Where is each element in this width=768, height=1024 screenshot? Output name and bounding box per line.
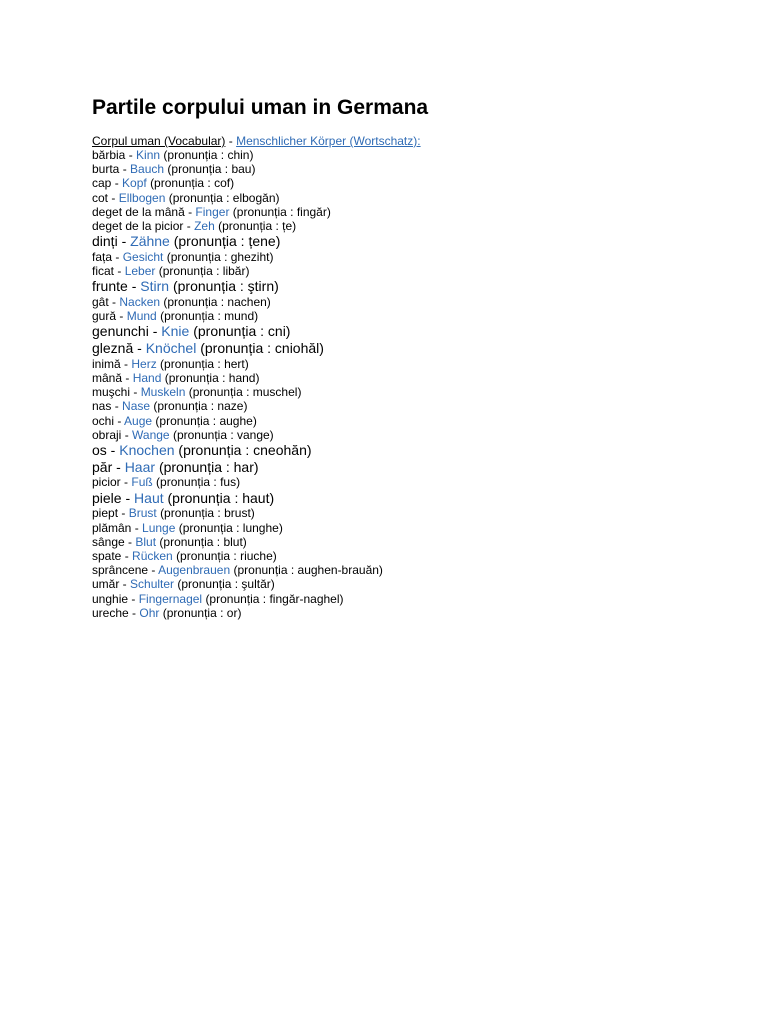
romanian-word: unghie <box>92 591 129 606</box>
vocabulary-entry: gură - Mund (pronunția : mund) <box>92 309 259 324</box>
pronunciation: (pronunția : mund) <box>160 309 259 324</box>
romanian-word: mână <box>92 371 123 386</box>
german-word: Zähne <box>130 233 170 250</box>
vocabulary-entry: umăr - Schulter (pronunția : şultăr) <box>92 577 275 592</box>
vocabulary-entry: sânge - Blut (pronunția : blut) <box>92 534 247 549</box>
pronunciation: (pronunția : cniohăl) <box>200 340 324 357</box>
vocabulary-entry: spate - Rücken (pronunția : riuche) <box>92 548 277 563</box>
pronunciation: (pronunția : fingăr) <box>232 204 331 219</box>
german-word: Herz <box>131 356 157 371</box>
vocabulary-entry: dinți - Zähne (pronunția : țene) <box>92 233 281 250</box>
vocabulary-entry: nas - Nase (pronunția : naze) <box>92 399 248 414</box>
romanian-word: ficat <box>92 264 115 279</box>
pronunciation: (pronunția : chin) <box>163 148 254 162</box>
romanian-word: obraji <box>92 427 122 442</box>
pronunciation: (pronunția : cneohăn) <box>178 442 312 459</box>
romanian-word: muşchi <box>92 385 131 400</box>
vocabulary-entry: os - Knochen (pronunția : cneohăn) <box>92 442 312 459</box>
page-title: Partile corpului uman in Germana <box>92 96 429 119</box>
vocabulary-entry: picior - Fuß (pronunția : fus) <box>92 475 241 490</box>
pronunciation: (pronunția : or) <box>162 605 242 620</box>
vocabulary-entry: cap - Kopf (pronunția : cof) <box>92 176 235 191</box>
romanian-word: spate <box>92 548 122 563</box>
german-word: Muskeln <box>140 385 186 400</box>
pronunciation: (pronunția : țe) <box>218 219 297 234</box>
german-word: Auge <box>124 413 153 428</box>
vocabulary-entry: muşchi - Muskeln (pronunția : muschel) <box>92 385 302 400</box>
german-word: Gesicht <box>122 249 164 264</box>
vocabulary-entry: cot - Ellbogen (pronunția : elbogăn) <box>92 190 280 205</box>
german-word: Leber <box>124 264 156 279</box>
vocabulary-entry: ficat - Leber (pronunția : libăr) <box>92 264 250 279</box>
vocabulary-entry: sprâncene - Augenbrauen (pronunția : aughen-brauăn) <box>92 563 383 578</box>
romanian-word: păr <box>92 458 113 475</box>
vocabulary-intro <box>92 134 732 148</box>
pronunciation: (pronunția : fingăr-naghel) <box>205 591 344 606</box>
romanian-word: burta <box>92 162 120 177</box>
intro-link[interactable]: Menschlicher Körper (Wortschatz): <box>236 134 421 148</box>
romanian-word: sprâncene <box>92 563 149 578</box>
vocabulary-entry: deget de la mână - Finger (pronunția : fingăr) <box>92 204 331 219</box>
german-word: Wange <box>132 427 170 442</box>
pronunciation: (pronunția : şultăr) <box>177 577 275 592</box>
german-word: Finger <box>195 204 230 219</box>
romanian-word: picior <box>92 475 121 490</box>
romanian-word: gât <box>92 295 109 310</box>
romanian-word: fața <box>92 249 113 264</box>
intro-label: Corpul uman (Vocabular) <box>92 134 226 148</box>
vocabulary-entry: obraji - Wange (pronunția : vange) <box>92 427 274 442</box>
german-word: Mund <box>126 309 157 324</box>
vocabulary-entry: frunte - Stirn (pronunția : ştirn) <box>92 278 279 295</box>
vocabulary-entry: piele - Haut (pronunția : haut) <box>92 489 275 506</box>
pronunciation: (pronunția : țene) <box>173 233 281 250</box>
german-word: Fingernagel <box>138 591 203 606</box>
pronunciation: (pronunția : har) <box>158 458 259 475</box>
romanian-word: cap <box>92 176 112 191</box>
pronunciation: (pronunția : naze) <box>153 399 248 414</box>
pronunciation: (pronunția : nachen) <box>163 295 271 310</box>
vocabulary-entry: fața - Gesicht (pronunția : gheziht) <box>92 249 274 264</box>
vocabulary-entry: ochi - Auge (pronunția : aughe) <box>92 413 257 428</box>
romanian-word: piept <box>92 506 119 521</box>
romanian-word: bărbia <box>92 148 126 162</box>
vocabulary-entry: bărbia - Kinn (pronunția : chin) <box>92 148 254 162</box>
pronunciation: (pronunția : brust) <box>160 506 255 521</box>
german-word: Kinn <box>136 148 161 162</box>
romanian-word: gură <box>92 309 117 324</box>
pronunciation: (pronunția : lunghe) <box>178 520 283 535</box>
pronunciation: (pronunția : cni) <box>193 323 291 340</box>
vocabulary-entry: genunchi - Knie (pronunția : cni) <box>92 323 291 340</box>
vocabulary-entry: inimă - Herz (pronunția : hert) <box>92 356 249 371</box>
pronunciation: (pronunția : aughe) <box>155 413 257 428</box>
vocabulary-entry: gleznă - Knöchel (pronunția : cniohăl) <box>92 340 324 357</box>
german-word: Ellbogen <box>118 190 166 205</box>
pronunciation: (pronunția : muschel) <box>188 385 302 400</box>
german-word: Knöchel <box>145 340 197 357</box>
romanian-word: deget de la picior <box>92 219 184 234</box>
romanian-word: cot <box>92 190 109 205</box>
intro-separator: - <box>225 134 237 148</box>
pronunciation: (pronunția : ştirn) <box>172 278 279 295</box>
vocabulary-list <box>92 148 732 620</box>
pronunciation: (pronunția : aughen-brauăn) <box>233 563 383 578</box>
german-word: Kopf <box>122 176 147 191</box>
romanian-word: ochi <box>92 413 115 428</box>
vocabulary-entry: ureche - Ohr (pronunția : or) <box>92 605 242 620</box>
romanian-word: os <box>92 442 107 459</box>
romanian-word: piele <box>92 489 122 506</box>
pronunciation: (pronunția : cof) <box>150 176 235 191</box>
romanian-word: deget de la mână <box>92 204 185 219</box>
german-word: Knochen <box>119 442 175 459</box>
romanian-word: gleznă <box>92 340 134 357</box>
romanian-word: sânge <box>92 534 125 549</box>
german-word: Hand <box>132 371 162 386</box>
vocabulary-entry: unghie - Fingernagel (pronunția : fingăr-naghel) <box>92 591 344 606</box>
german-word: Lunge <box>142 520 176 535</box>
romanian-word: inimă <box>92 356 121 371</box>
german-word: Schulter <box>130 577 175 592</box>
pronunciation: (pronunția : libăr) <box>158 264 250 279</box>
pronunciation: (pronunția : hand) <box>164 371 260 386</box>
german-word: Augenbrauen <box>158 563 231 578</box>
vocabulary-entry: păr - Haar (pronunția : har) <box>92 458 259 475</box>
pronunciation: (pronunția : gheziht) <box>166 249 274 264</box>
pronunciation: (pronunția : fus) <box>156 475 241 490</box>
pronunciation: (pronunția : bau) <box>167 162 256 177</box>
romanian-word: frunte <box>92 278 128 295</box>
german-word: Knie <box>161 323 190 340</box>
romanian-word: nas <box>92 399 112 414</box>
german-word: Blut <box>135 534 157 549</box>
german-word: Brust <box>128 506 157 521</box>
german-word: Zeh <box>194 219 215 234</box>
pronunciation: (pronunția : elbogăn) <box>168 190 280 205</box>
german-word: Nase <box>122 399 151 414</box>
german-word: Fuß <box>131 475 153 490</box>
vocabulary-entry: plămân - Lunge (pronunția : lunghe) <box>92 520 283 535</box>
romanian-word: umăr <box>92 577 120 592</box>
romanian-word: dinți <box>92 233 118 250</box>
vocabulary-entry: piept - Brust (pronunția : brust) <box>92 506 255 521</box>
german-word: Bauch <box>130 162 165 177</box>
german-word: Haar <box>124 458 156 475</box>
vocabulary-entry: gât - Nacken (pronunția : nachen) <box>92 295 271 310</box>
romanian-word: genunchi <box>92 323 149 340</box>
document-page <box>92 94 732 620</box>
german-word: Ohr <box>139 605 160 620</box>
pronunciation: (pronunția : riuche) <box>176 548 277 563</box>
german-word: Stirn <box>140 278 170 295</box>
german-word: Rücken <box>132 548 173 563</box>
pronunciation: (pronunția : haut) <box>167 489 275 506</box>
pronunciation: (pronunția : hert) <box>160 356 249 371</box>
romanian-word: plămân <box>92 520 132 535</box>
german-word: Haut <box>134 489 164 506</box>
german-word: Nacken <box>119 295 161 310</box>
pronunciation: (pronunția : vange) <box>172 427 274 442</box>
pronunciation: (pronunția : blut) <box>159 534 247 549</box>
vocabulary-entry: mână - Hand (pronunția : hand) <box>92 371 260 386</box>
vocabulary-entry: burta - Bauch (pronunția : bau) <box>92 162 256 177</box>
vocabulary-entry: deget de la picior - Zeh (pronunția : țe) <box>92 219 297 234</box>
romanian-word: ureche <box>92 605 129 620</box>
